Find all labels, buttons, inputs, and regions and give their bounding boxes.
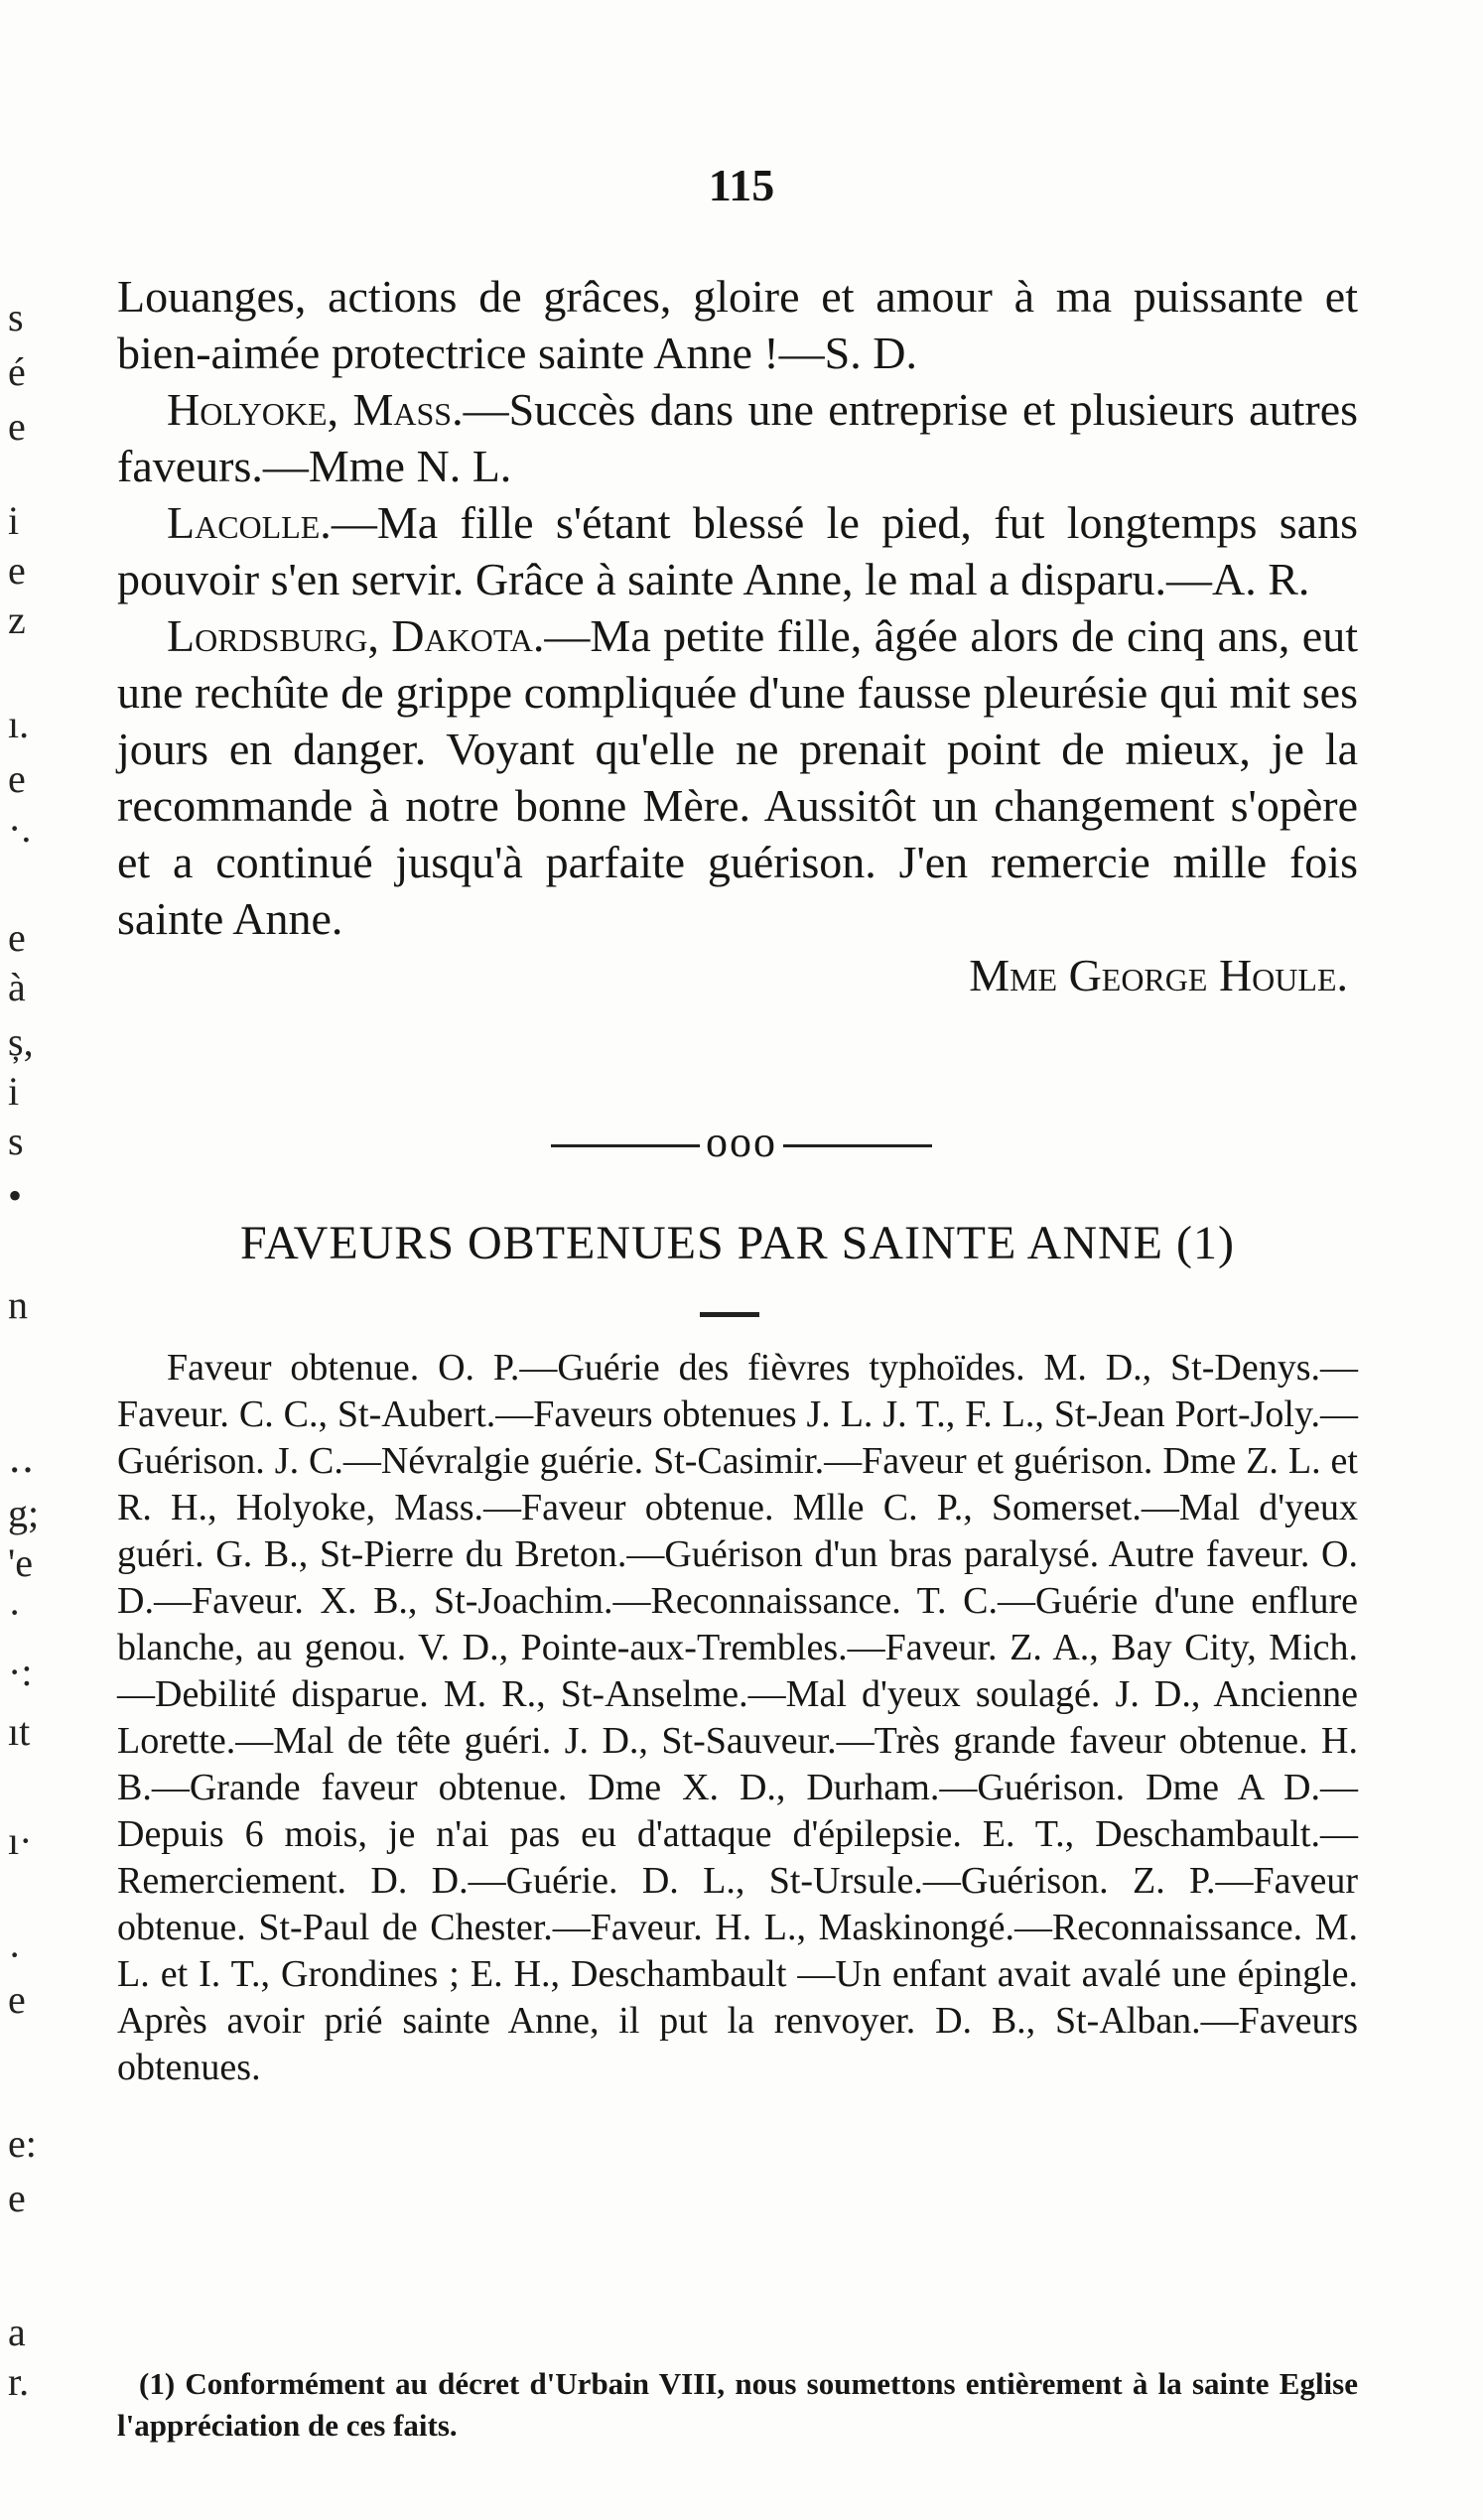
gutter-fragment: à [8,965,26,1009]
gutter-fragment: ·: [8,1650,33,1694]
gutter-fragment: e [8,404,26,449]
gutter-fragment: e [8,915,26,960]
gutter-fragment: i [8,498,20,543]
gutter-fragment: e [8,1977,26,2022]
gutter-fragment: s [8,1119,24,1163]
place-name: Holyoke, Mass. [167,384,464,435]
favours-text-block [117,1345,1358,2091]
paragraph-text: Louanges, actions de grâces, gloire et amour à ma puissante et bien-aimée protectrice sainte Anne !—S. D. [117,271,1358,378]
title-dash [700,1312,759,1317]
left-margin-fragments [8,0,67,2520]
gutter-fragment: e [8,548,26,593]
signature: Mme George Houle. [969,950,1348,1000]
gutter-fragment: g; [8,1491,40,1535]
gutter-fragment: é [8,349,26,394]
gutter-fragment: n [8,1282,28,1327]
gutter-fragment: z [8,597,26,642]
gutter-fragment: ı· [8,1818,33,1863]
place-name: Lordsburg, Dakota. [167,610,545,661]
paragraph-text: —Ma fille s'étant blessé le pied, fut longtemps sans pouvoir s'en servir. Grâce à sainte Anne, le mal a disparu.—A. R. [117,497,1358,604]
gutter-fragment: 'e [8,1540,33,1585]
gutter-fragment: ·. [8,806,32,851]
gutter-fragment: · [8,1932,22,1977]
divider-rule [551,1144,700,1147]
paragraph [117,607,1358,947]
gutter-fragment: e [8,756,26,801]
footnote-text: (1) Conformément au décret d'Urbain VIII, nous soumettons entièrement à la sainte Eglise l'appréciation de ces faits. [117,2366,1358,2443]
place-name: Lacolle. [167,497,332,548]
upper-text-block [117,268,1358,1003]
gutter-fragment: ‥ [8,1436,35,1481]
paragraph [117,381,1358,494]
gutter-fragment: e [8,2176,26,2220]
gutter-fragment: · [8,1590,22,1635]
gutter-fragment: • [8,1173,23,1218]
paragraph [117,494,1358,607]
page-number: 115 [708,160,775,210]
gutter-fragment: i [8,1069,20,1114]
paragraph [117,268,1358,381]
gutter-fragment: e: [8,2121,37,2166]
gutter-fragment: a [8,2310,26,2354]
divider-rule [783,1144,932,1147]
gutter-fragment: ıt [8,1709,31,1754]
divider-ornament: ooo [706,1118,777,1166]
gutter-fragment: ı. [8,702,30,746]
gutter-fragment: s [8,295,24,339]
favours-paragraph: Faveur obtenue. O. P.—Guérie des fièvres typhoïdes. M. D., St-Denys.—Faveur. C. C., St-Aubert.—Faveurs obtenues J. L. J. T., F. L., St-Jean Port-Joly.—Guérison. J. C.—Névralgie guérie. St-Casimir.—Faveur et guérison. Dme Z. L. et R. H., Holyoke, Mass.—Faveur obtenue. Mlle C. P., Somerset.—Mal d'yeux guéri. G. B., St-Pierre du Breton.—Guérison d'un bras paralysé. Autre faveur. O. D.—Faveur. X. B., St-Joachim.—Reconnaissance. T. C.—Guérie d'une enflure blanche, au genou. V. D., Pointe-aux-Trembles.—Faveur. Z. A., Bay City, Mich.—Debilité disparue. M. R., St-Anselme.—Mal d'yeux soulagé. J. D., Ancienne Lorette.—Mal de tête guéri. J. D., St-Sauveur.—Très grande faveur obtenue. H. B.—Grande faveur obtenue. Dme X. D., Durham.—Guérison. Dme A D.—Depuis 6 mois, je n'ai pas eu d'attaque d'épilepsie. E. T., Deschambault.—Remerciement. D. D.—Guérie. D. L., St-Ursule.—Guérison. Z. P.—Faveur obtenue. St-Paul de Chester.—Faveur. H. L., Maskinongé.—Reconnaissance. M. L. et I. T., Grondines ; E. H., Deschambault —Un enfant avait avalé une épingle. Après avoir prié sainte Anne, il put la renvoyer. D. B., St-Alban.—Faveurs obtenues. [117,1347,1358,2088]
section-divider [0,1117,1483,1167]
paragraph-text: —Succès dans une entreprise et plusieurs autres faveurs.—Mme N. L. [117,384,1359,491]
section-title: FAVEURS OBTENUES PAR SAINTE ANNE (1) [240,1217,1235,1269]
gutter-fragment: ș, [8,1019,34,1064]
paragraph-text: —Ma petite fille, âgée alors de cinq ans, eut une rechûte de grippe compliquée d'une fausse pleurésie qui mit ses jours en danger. Voyant qu'elle ne prenait point de mieux, je la recommande à notre bonne Mère. Aussitôt un changement s'opère et a continué jusqu'à parfaite guérison. J'en remercie mille fois sainte Anne. [117,610,1358,944]
footnote [117,2332,1358,2477]
gutter-fragment: r. [8,2359,30,2404]
